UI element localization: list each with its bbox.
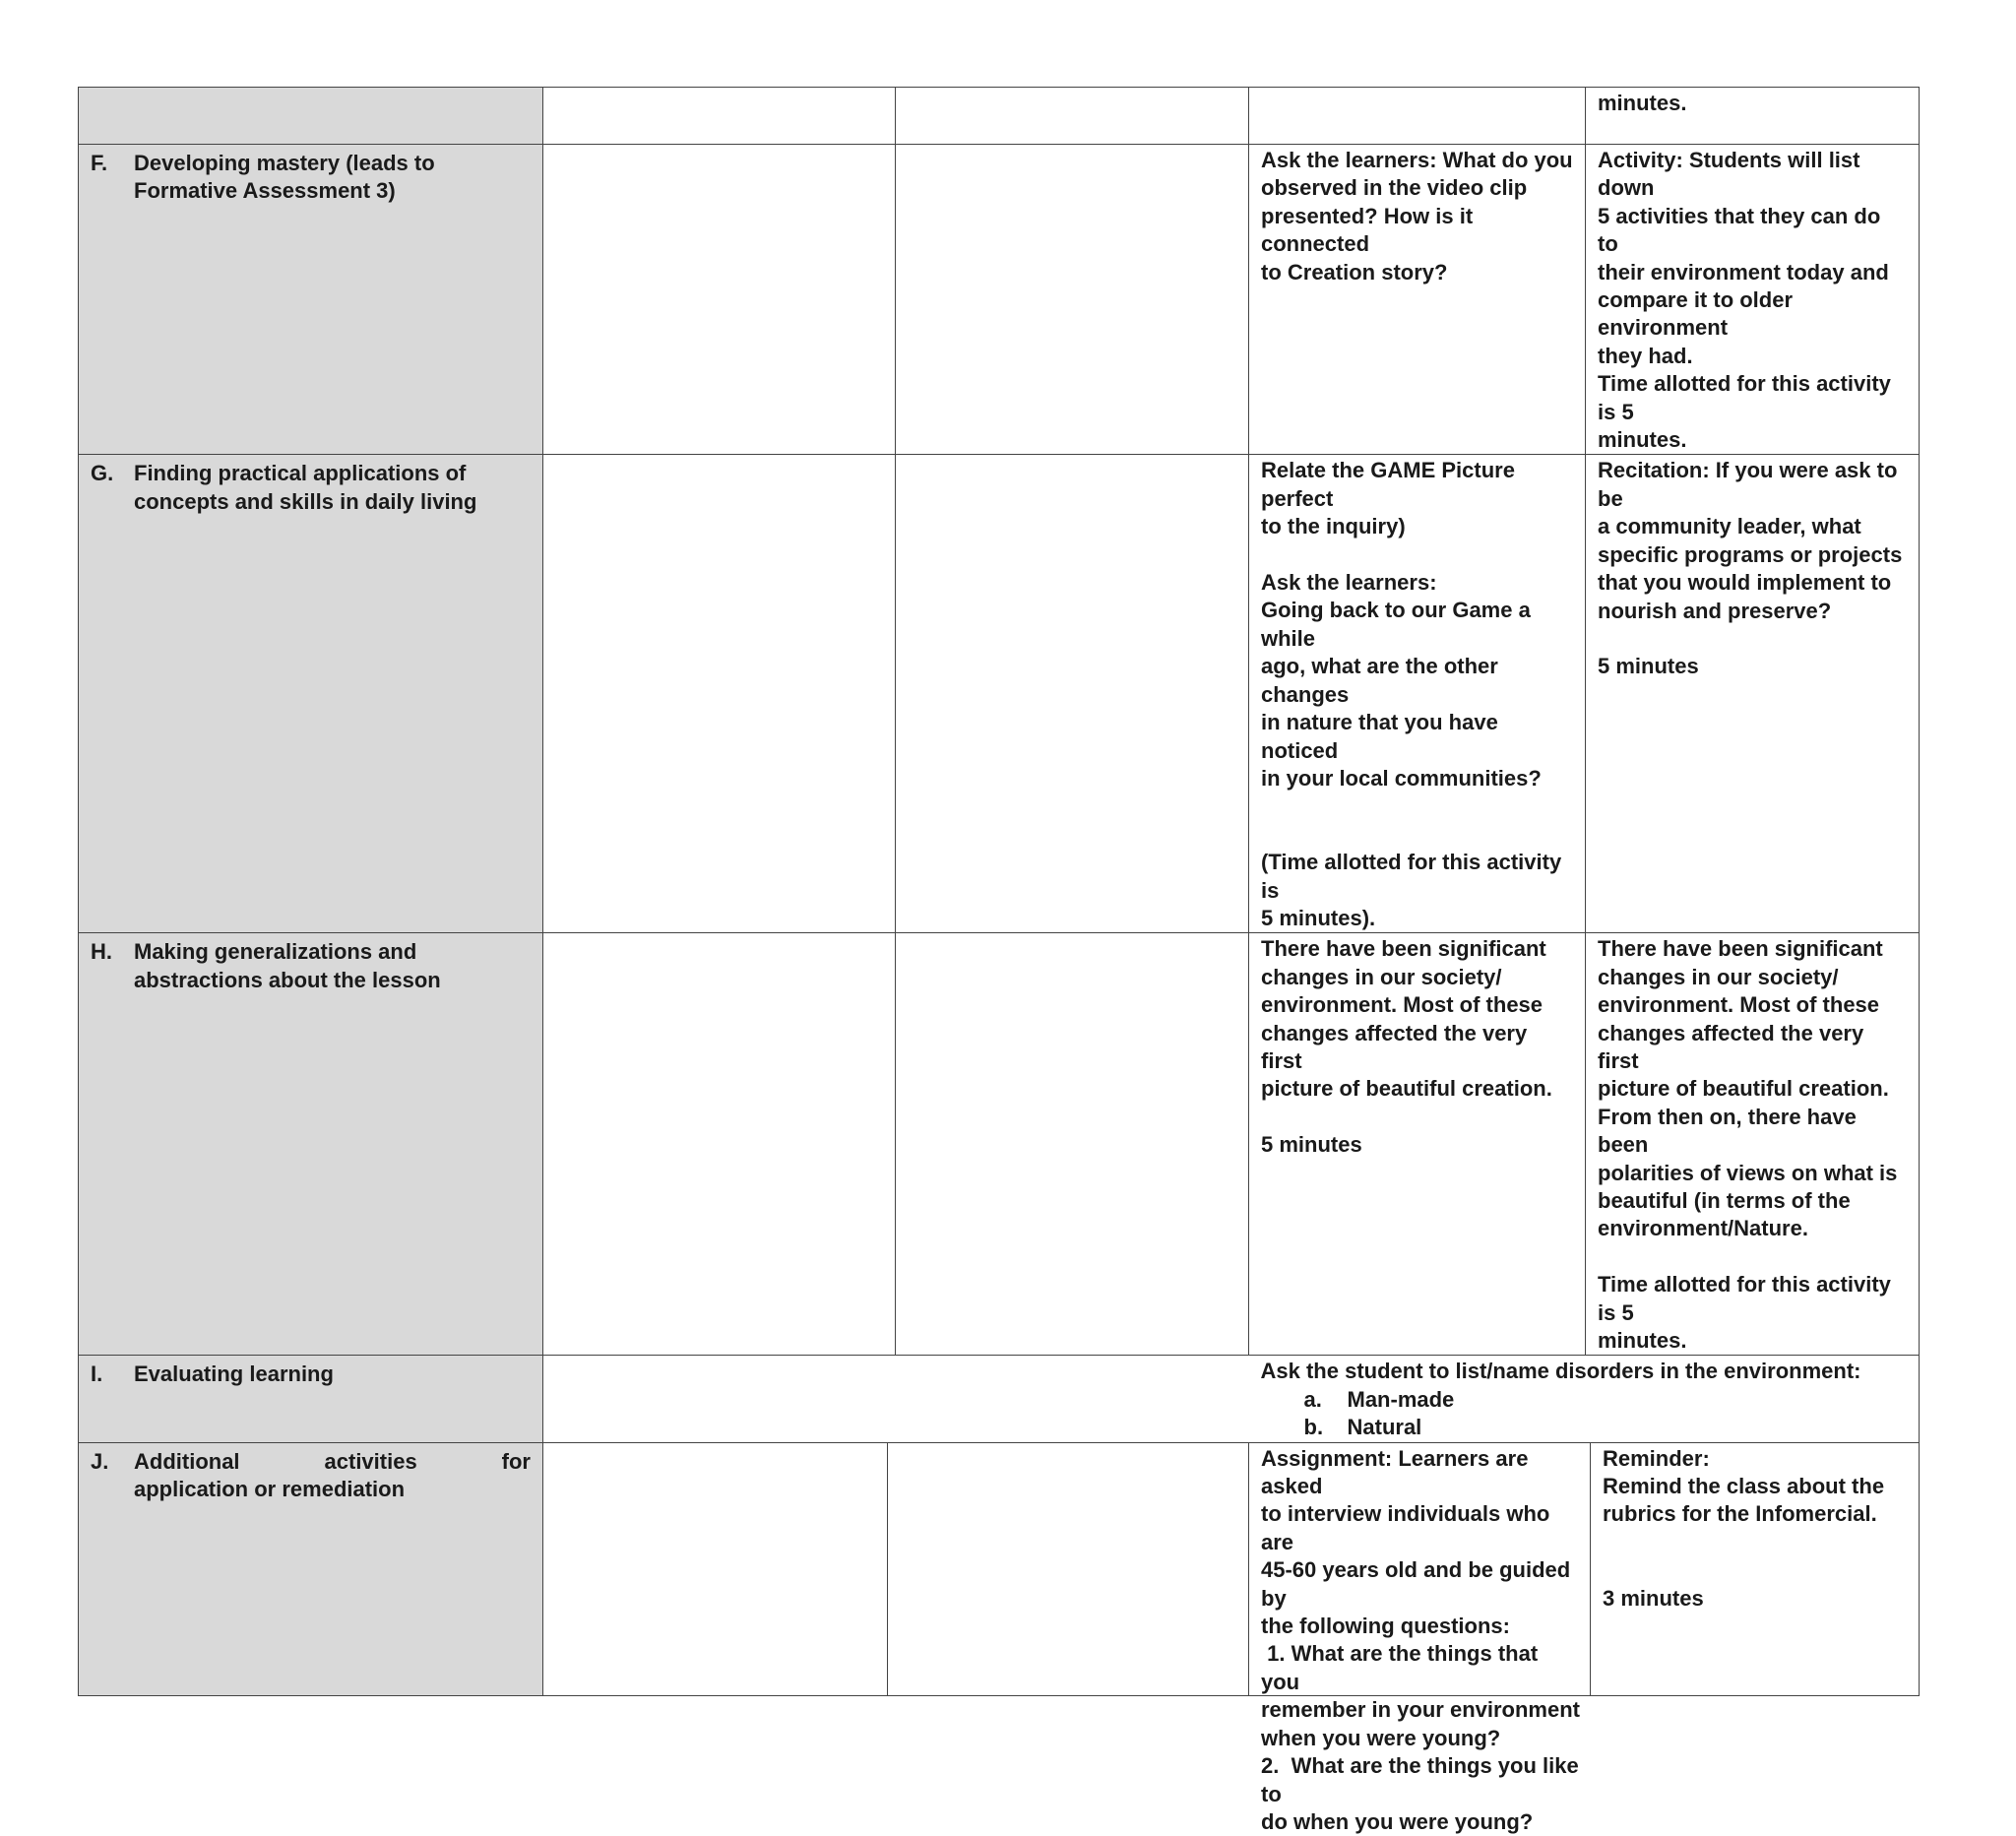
cell-line: Ask the student to list/name disorders in the environment: (1260, 1359, 1861, 1384)
list-marker: a. (1303, 1386, 1322, 1412)
cell-line: 5 minutes (1261, 1132, 1362, 1158)
cell-line: Ask the learners: What do you (1261, 148, 1573, 172)
cell-line: Reminder: (1603, 1445, 1710, 1471)
label-cell (79, 145, 543, 455)
cell-line: Time allotted for this activity is 5 (1598, 371, 1898, 424)
label-cell (79, 933, 543, 1356)
label-cell (79, 455, 543, 933)
list-item-text: Natural (1347, 1415, 1422, 1440)
cell-line: changes affected the very first (1598, 1020, 1870, 1073)
list-item (1304, 1386, 1908, 1414)
cell-line: when you were young? (1261, 1725, 1501, 1750)
cell-line: 5 minutes). (1261, 905, 1376, 930)
row-label (134, 1448, 531, 1504)
label-word: activities (324, 1448, 417, 1474)
cell-line: Remind the class about the (1603, 1474, 1885, 1499)
label-cell (79, 1442, 543, 1695)
cell-line (1598, 625, 1907, 653)
cell-line: 5 minutes (1598, 654, 1699, 679)
reminder-cell (1591, 1443, 1919, 1695)
list-item-text: Man-made (1347, 1386, 1455, 1412)
cell-line: changes in our society/ (1261, 964, 1502, 989)
empty-cell (896, 455, 1249, 933)
empty-cell (543, 1356, 1249, 1442)
split-text-cell (1249, 1442, 1920, 1834)
activity-cell (1586, 933, 1920, 1356)
row-label: Developing mastery (leads to Formative Assessment 3) (134, 151, 435, 204)
cell-line: picture of beautiful creation. (1598, 1076, 1889, 1102)
lesson-plan-table (78, 87, 1920, 1834)
cell-line (1261, 821, 1573, 849)
empty-cell (543, 145, 896, 455)
assignment-cell (1249, 1443, 1591, 1834)
table-row-f (79, 145, 1920, 455)
cell-line (1261, 1104, 1573, 1131)
label-word: Additional (134, 1448, 240, 1474)
cell-line: polarities of views on what is (1598, 1160, 1898, 1185)
cell-line: 2. What are the things you like to (1261, 1753, 1585, 1806)
table-row-i (79, 1356, 1920, 1442)
cell-line: Ask the learners: (1261, 570, 1437, 596)
row-label: Evaluating learning (134, 1361, 334, 1387)
cell-line: Assignment: Learners are asked (1261, 1445, 1535, 1499)
cell-line: (Time allotted for this activity is (1261, 850, 1568, 903)
cell-line: There have been significant (1598, 936, 1883, 962)
cell-line: Activity: Students will list down (1598, 148, 1866, 201)
cell-line: Time allotted for this activity is 5 (1598, 1272, 1898, 1325)
cell-line: to the inquiry) (1261, 514, 1406, 539)
cell-line: changes in our society/ (1598, 964, 1839, 989)
activity-cell (1586, 455, 1920, 933)
table-row-g (79, 455, 1920, 933)
empty-cell (888, 1443, 1248, 1695)
empty-cell (896, 145, 1249, 455)
cell-line: specific programs or projects (1598, 541, 1903, 567)
table-row-continuation (79, 88, 1920, 145)
cell-line (1603, 1529, 1911, 1556)
list-marker: b. (1303, 1415, 1324, 1440)
cell-line: observed in the video clip (1261, 175, 1528, 201)
empty-cell (1249, 88, 1586, 145)
cell-line: ago, what are the other changes (1261, 654, 1504, 707)
cell-line: they had. (1598, 343, 1693, 368)
cell-line: presented? How is it connected (1261, 203, 1480, 257)
activity-cell (1586, 88, 1920, 145)
cell-line: remember in your environment (1261, 1697, 1580, 1723)
cell-line: environment. Most of these (1598, 992, 1880, 1018)
empty-cell (543, 88, 896, 145)
empty-cell (543, 933, 896, 1356)
cell-line: in your local communities? (1261, 765, 1542, 791)
row-letter: H. (91, 939, 112, 965)
cell-line: beautiful (in terms of the (1598, 1187, 1851, 1213)
cell-line: Going back to our Game a while (1261, 598, 1537, 651)
row-letter: I. (91, 1361, 103, 1387)
cell-line: nourish and preserve? (1598, 598, 1832, 623)
cell-line: Relate the GAME Picture perfect (1261, 458, 1522, 511)
row-letter: G. (91, 461, 114, 486)
instruction-cell (1249, 933, 1586, 1356)
cell-line (1598, 1243, 1907, 1271)
cell-line: There have been significant (1261, 936, 1546, 962)
empty-cell (896, 88, 1249, 145)
cell-line: that you would implement to (1598, 570, 1892, 596)
cell-line: From then on, there have been (1598, 1104, 1862, 1158)
row-letter: F. (91, 151, 108, 175)
evaluation-cell (1249, 1356, 1920, 1442)
cell-line: Recitation: If you were ask to be (1598, 458, 1904, 511)
cell-line: compare it to older environment (1598, 287, 1799, 341)
cell-line: picture of beautiful creation. (1261, 1076, 1552, 1102)
activity-cell (1586, 145, 1920, 455)
cell-line: changes affected the very first (1261, 1020, 1534, 1073)
label-line: application or remediation (134, 1477, 406, 1502)
cell-line: environment. Most of these (1261, 992, 1544, 1018)
table-row-j (79, 1442, 1920, 1695)
row-letter: J. (91, 1448, 109, 1474)
cell-line: to interview individuals who are (1261, 1501, 1556, 1554)
split-empty-cell (543, 1442, 1249, 1695)
cell-line: to Creation story? (1261, 259, 1448, 285)
cell-line: rubrics for the Infomercial. (1603, 1501, 1877, 1527)
cell-line (1261, 792, 1573, 820)
disorder-list (1261, 1386, 1908, 1442)
cell-line: their environment today and (1598, 259, 1889, 285)
empty-cell (896, 933, 1249, 1356)
cell-line: the following questions: (1261, 1614, 1510, 1639)
cell-line: minutes. (1598, 427, 1687, 453)
row-label: Making generalizations and abstractions about the lesson (134, 939, 441, 992)
label-cell (79, 1356, 543, 1442)
cell-line: 1. What are the things that you (1261, 1641, 1544, 1694)
empty-cell (543, 1443, 888, 1695)
list-item (1304, 1414, 1908, 1441)
instruction-cell (1249, 455, 1586, 933)
empty-cell (543, 455, 896, 933)
cell-line: environment/Nature. (1598, 1216, 1808, 1241)
cell-line: 5 activities that they can do to (1598, 203, 1887, 257)
cell-line (1261, 541, 1573, 569)
label-word: for (501, 1448, 531, 1474)
cell-line: minutes. (1598, 91, 1687, 115)
cell-line (1603, 1556, 1911, 1584)
cell-line: do when you were young? (1261, 1808, 1534, 1834)
cell-line: minutes. (1598, 1328, 1687, 1353)
row-label: Finding practical applications of concepts and skills in daily living (134, 461, 477, 514)
cell-line: in nature that you have noticed (1261, 710, 1504, 763)
instruction-cell (1249, 145, 1586, 455)
label-cell (79, 88, 543, 145)
cell-line: 3 minutes (1603, 1585, 1704, 1611)
table-row-h (79, 933, 1920, 1356)
cell-line: a community leader, what (1598, 514, 1861, 539)
cell-line: 45-60 years old and be guided by (1261, 1557, 1577, 1611)
